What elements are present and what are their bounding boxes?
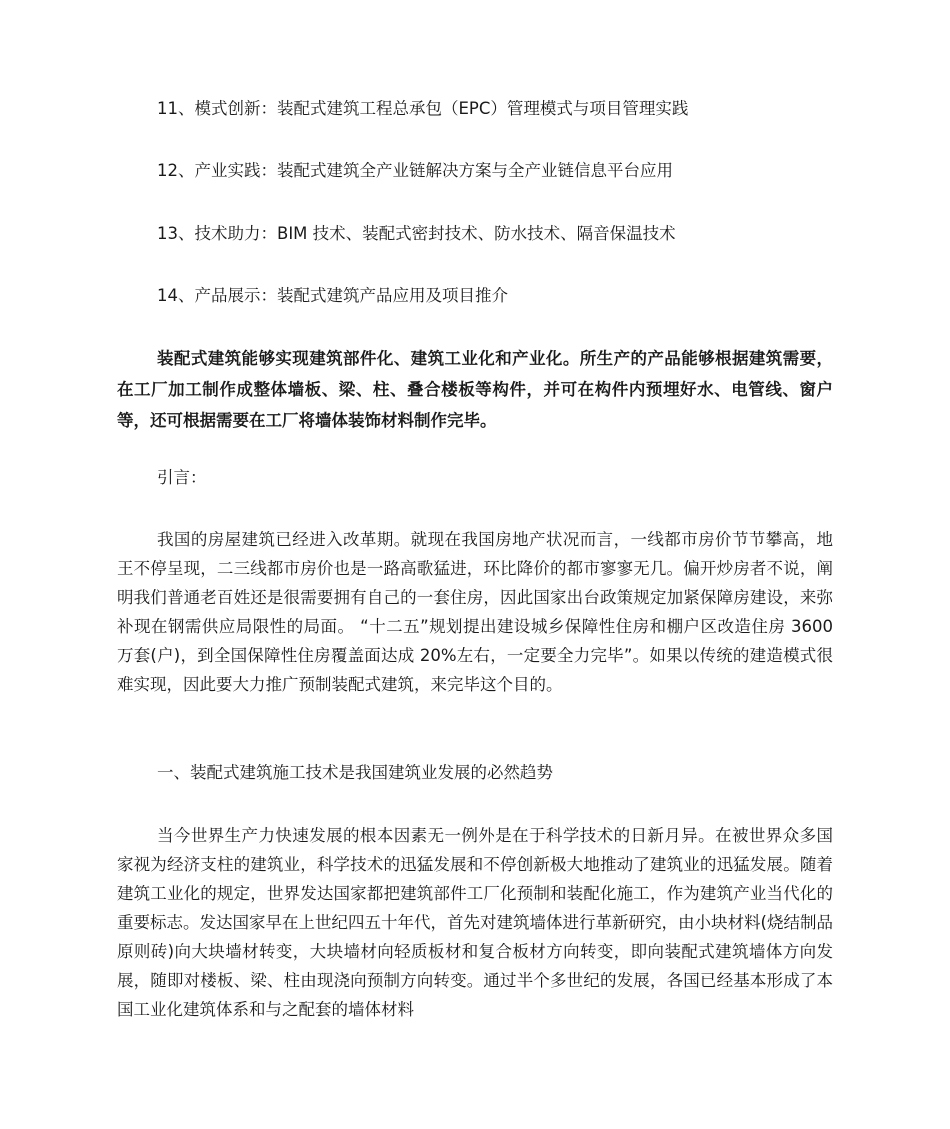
list-item-14: 14、产品展示：装配式建筑产品应用及项目推介 [157,286,508,305]
intro-paragraph: 我国的房屋建筑已经进入改革期。就现在我国房地产状况而言，一线都市房价节节攀高，地王不停呈现，二三线都市房价也是一路高歌猛进，环比降价的都市寥寥无几。偏开炒房者不说，阐明我们普通老百姓还是很需要拥有自己的一套住房，因此国家出台政策规定加紧保障房建设，来弥补现在钢需供应局限性的局面。 “十二五”规划提出建设城乡保障性住房和棚户区改造住房 3600 万套(户)，到全国保障性住房覆盖面达成 20%左右，一定要全力完毕”。如果以传统的建造模式很难实现，因此要大力推广预制装配式建筑，来完毕这个目的。 [117,530,833,694]
intro-label: 引言： [157,468,207,487]
list-item-12: 12、产业实践：装配式建筑全产业链解决方案与全产业链信息平台应用 [157,161,673,180]
bold-summary-paragraph: 装配式建筑能够实现建筑部件化、建筑工业化和产业化。所生产的产品能够根据建筑需要，在工厂加工制作成整体墙板、梁、柱、叠合楼板等构件，并可在构件内预埋好水、电管线、窗户等，还可根据需要在工厂将墙体装饰材料制作完毕。 [117,349,833,430]
document-page [117,0,833,1129]
list-item-11: 11、模式创新：装配式建筑工程总承包（EPC）管理模式与项目管理实践 [157,99,689,118]
section-heading: 一、装配式建筑施工技术是我国建筑业发展的必然趋势 [157,763,553,782]
section-paragraph: 当今世界生产力快速发展的根本因素无一例外是在于科学技术的日新月异。在被世界众多国家视为经济支柱的建筑业，科学技术的迅猛发展和不停创新极大地推动了建筑业的迅猛发展。随着建筑工业化的规定，世界发达国家都把建筑部件工厂化预制和装配化施工，作为建筑产业当代化的重要标志。发达国家早在上世纪四五十年代，首先对建筑墙体进行革新研究，由小块材料(烧结制品原则砖)向大块墙材转变，大块墙材向轻质板材和复合板材方向转变，即向装配式建筑墙体方向发展，随即对楼板、梁、柱由现浇向预制方向转变。通过半个多世纪的发展，各国已经基本形成了本国工业化建筑体系和与之配套的墙体材料 [117,826,833,1019]
list-item-13: 13、技术助力：BIM 技术、装配式密封技术、防水技术、隔音保温技术 [157,224,676,243]
